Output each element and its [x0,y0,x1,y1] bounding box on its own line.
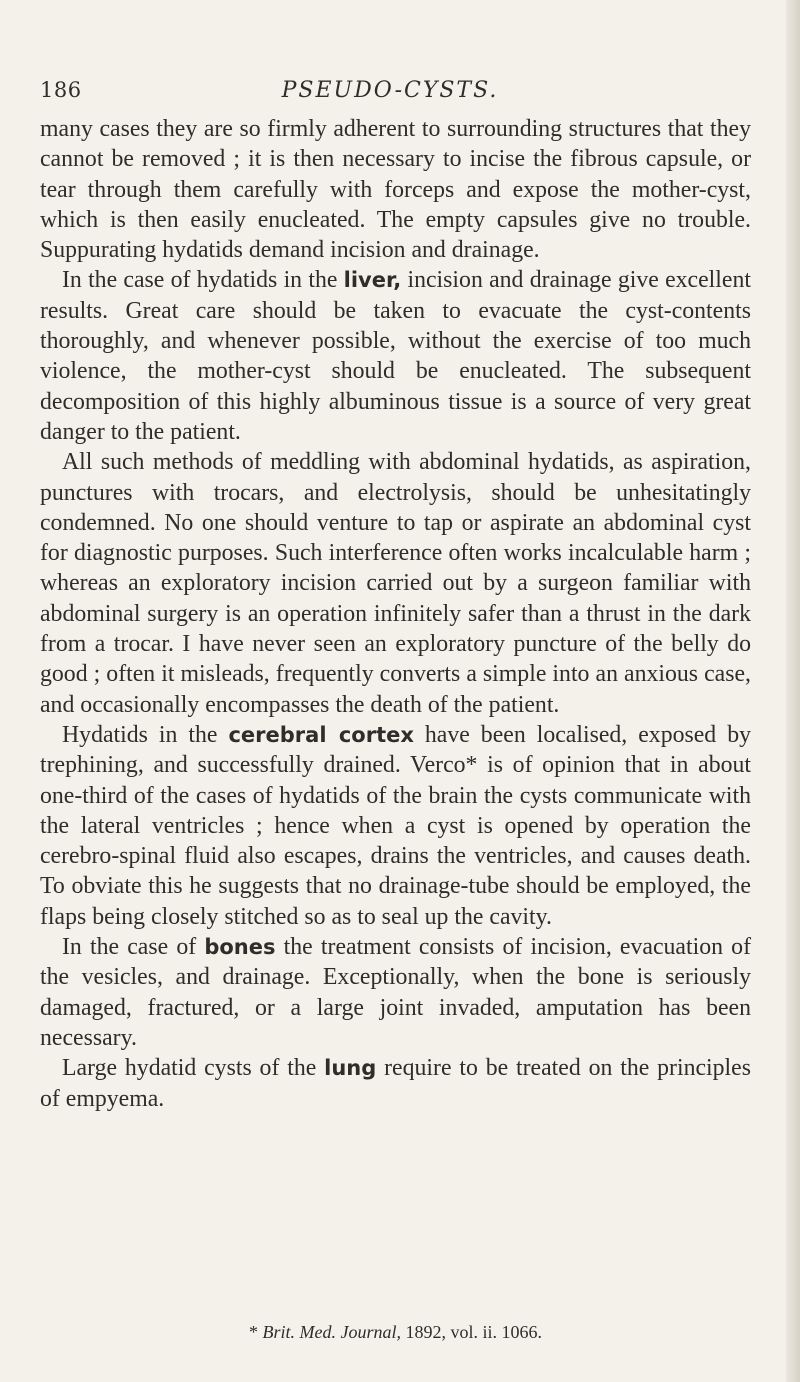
page-edge-shadow [786,0,800,1382]
footnote-marker: * [249,1322,263,1342]
footnote [40,1322,751,1343]
paragraph-lung [40,1053,751,1114]
cerebral-text-pre: Hydatids in the [62,721,229,748]
lung-text-post: require to be treated on the principles of empyema. [40,1055,751,1112]
paragraph-capsules: many cases they are so firmly adherent to surrounding structures that they cannot be removed ; it is then necessary to incise the fibrous capsule, or tear through them carefully with forceps and expose the mother-cyst, which is then easily enucleated. The empty capsules give no trouble. Suppurating hydatids demand incision and drainage. [40,116,751,264]
lung-text-pre: Large hydatid cysts of the [62,1055,325,1082]
liver-text-post: incision and drainage give excellent results. Great care should be taken to evacuate the cyst-contents thoroughly, and whenever possible, without the exercise of too much violence, the mother-cyst should be enucleated. The subsequent decomposition of this highly albuminous tissue is a source of very great danger to the patient. [40,267,751,445]
page-header [40,78,740,108]
keyword-bones: bones [204,935,276,960]
liver-text-pre: In the case of hydatids in the [62,267,344,294]
keyword-lung: lung [324,1056,377,1081]
footnote-source: Brit. Med. Journal, [262,1322,401,1342]
running-title: PSEUDO-CYSTS. [281,78,499,103]
cerebral-text-post: have been localised, exposed by trephining, and successfully drained. Verco* is of opinion that in about one-third of the cases of hydatids of the brain the cysts communicate with the lateral ventricles ; hence when a cyst is opened by operation the cerebro-spinal fluid also escapes, drains the ventricles, and causes death. To obviate this he suggests that no drainage-tube should be employed, the flaps being closely stitched so as to seal up the cavity. [40,721,751,930]
keyword-liver: liver, [343,268,402,293]
page-number: 186 [40,78,82,102]
bones-text-pre: In the case of [62,934,205,961]
paragraph-bones [40,932,751,1053]
bones-text-post: the treatment consists of incision, evacuation of the vesicles, and drainage. Exceptionally, when the bone is seriously damaged, fractured, or a large joint invaded, amputation has been necessary. [40,934,751,1051]
paragraph-cerebral [40,720,751,932]
keyword-cerebral-cortex: cerebral cortex [228,722,414,747]
body-text [40,114,751,1114]
paragraph-liver [40,265,751,447]
footnote-citation: 1892, vol. ii. 1066. [400,1322,542,1342]
paragraph-abdominal: All such methods of meddling with abdominal hydatids, as aspiration, punctures with trocars, and electrolysis, should be unhesitatingly condemned. No one should venture to tap or aspirate an abdominal cyst for diagnostic purposes. Such interference often works incalculable harm ; whereas an exploratory incision carried out by a surgeon familiar with abdominal surgery is an operation infinitely safer than a thrust in the dark from a trocar. I have never seen an exploratory puncture of the belly do good ; often it misleads, frequently converts a simple into an anxious case, and occasionally encompasses the death of the patient. [40,449,751,718]
